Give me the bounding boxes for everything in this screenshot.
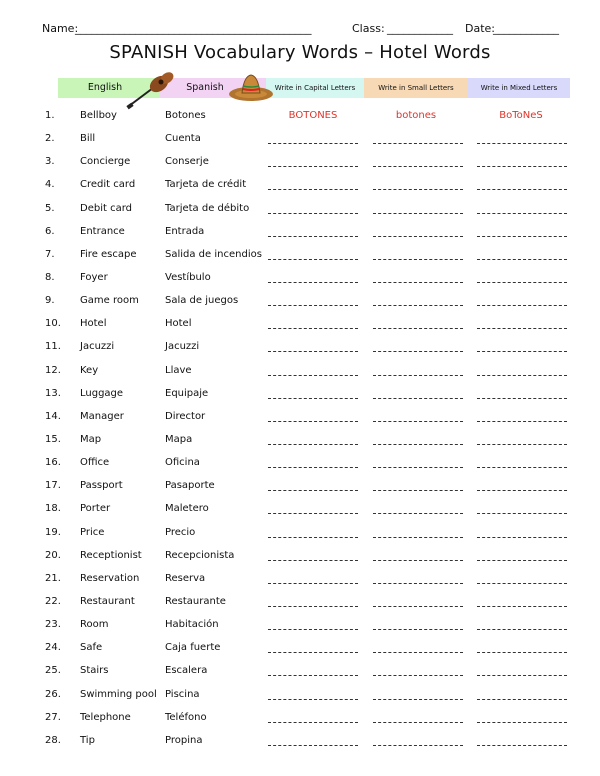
small-answer-line[interactable]: [373, 166, 463, 167]
vocab-row: [0, 729, 600, 752]
mixed-answer-line[interactable]: [477, 166, 567, 167]
capital-answer-line[interactable]: [268, 143, 358, 144]
mixed-answer-line[interactable]: [477, 351, 567, 352]
spanish-word: Tarjeta de débito: [165, 202, 250, 214]
english-word: Key: [80, 364, 99, 376]
mixed-answer-line[interactable]: [477, 305, 567, 306]
english-word: Bill: [80, 133, 96, 145]
small-answer-line[interactable]: [373, 652, 463, 653]
spanish-word: Recepcionista: [165, 549, 235, 561]
english-word: Debit card: [80, 202, 132, 214]
small-answer-line[interactable]: [373, 629, 463, 630]
row-number: 13.: [45, 387, 61, 399]
english-word: Concierge: [80, 156, 131, 168]
capital-answer-line[interactable]: [268, 421, 358, 422]
small-answer-line[interactable]: [373, 745, 463, 746]
mixed-answer-line[interactable]: [477, 189, 567, 190]
spanish-word: Jacuzzi: [165, 341, 200, 353]
spanish-word: Hotel: [165, 318, 192, 330]
column-header-spanish-label: Spanish: [186, 82, 224, 93]
row-number: 24.: [45, 642, 61, 654]
english-word: Entrance: [80, 225, 125, 237]
english-word: Hotel: [80, 318, 107, 330]
mixed-answer-line[interactable]: [477, 375, 567, 376]
english-word: Telephone: [80, 711, 131, 723]
mixed-answer-line[interactable]: [477, 444, 567, 445]
vocab-row: [0, 173, 600, 196]
small-answer-line[interactable]: [373, 513, 463, 514]
small-answer-line[interactable]: [373, 490, 463, 491]
spanish-word: Vestíbulo: [165, 271, 211, 283]
vocab-row: [0, 659, 600, 682]
spanish-word: Escalera: [165, 665, 208, 677]
vocab-row: [0, 382, 600, 405]
spanish-word: Cuenta: [165, 133, 201, 145]
small-answer-line[interactable]: [373, 560, 463, 561]
mixed-answer-line[interactable]: [477, 583, 567, 584]
capital-answer-line[interactable]: [268, 213, 358, 214]
capital-answer-line[interactable]: [268, 305, 358, 306]
spanish-word: Habitación: [165, 619, 219, 631]
english-word: Price: [80, 526, 105, 538]
vocab-row: [0, 312, 600, 335]
small-answer-line[interactable]: [373, 351, 463, 352]
vocab-row: [0, 266, 600, 289]
spanish-word: Caja fuerte: [165, 642, 221, 654]
example-mixed: BoToNeS: [499, 110, 543, 121]
spanish-word: Reserva: [165, 572, 206, 584]
spanish-word: Pasaporte: [165, 480, 215, 492]
small-answer-line[interactable]: [373, 537, 463, 538]
vocab-row: [0, 335, 600, 358]
vocab-row: [0, 150, 600, 173]
spanish-word: Equipaje: [165, 387, 209, 399]
small-answer-line[interactable]: [373, 699, 463, 700]
mixed-answer-line[interactable]: [477, 722, 567, 723]
row-number: 20.: [45, 549, 61, 561]
row-number: 23.: [45, 619, 61, 631]
mixed-answer-line[interactable]: [477, 421, 567, 422]
english-word: Game room: [80, 295, 139, 307]
example-capital: BOTONES: [288, 110, 338, 121]
mixed-answer-line[interactable]: [477, 213, 567, 214]
mixed-answer-line[interactable]: [477, 652, 567, 653]
row-number: 3.: [45, 156, 55, 168]
english-word: Bellboy: [80, 110, 117, 121]
row-number: 12.: [45, 364, 61, 376]
mixed-answer-line[interactable]: [477, 282, 567, 283]
row-number: 5.: [45, 202, 55, 214]
row-number: 10.: [45, 318, 61, 330]
small-answer-line[interactable]: [373, 236, 463, 237]
mixed-answer-line[interactable]: [477, 236, 567, 237]
english-word: Porter: [80, 503, 111, 515]
spanish-word: Restaurante: [165, 595, 226, 607]
row-number: 27.: [45, 711, 61, 723]
small-answer-line[interactable]: [373, 606, 463, 607]
row-number: 9.: [45, 295, 55, 307]
vocab-row: [0, 683, 600, 706]
capital-answer-line[interactable]: [268, 537, 358, 538]
spanish-word: Precio: [165, 526, 196, 538]
small-answer-line[interactable]: [373, 328, 463, 329]
vocab-row: [0, 451, 600, 474]
vocab-row: [0, 289, 600, 312]
capital-answer-line[interactable]: [268, 513, 358, 514]
class-field[interactable]: ____________: [387, 22, 453, 35]
small-answer-line[interactable]: [373, 467, 463, 468]
page-title: SPANISH Vocabulary Words – Hotel Words: [109, 42, 491, 63]
english-word: Receptionist: [80, 549, 142, 561]
capital-answer-line[interactable]: [268, 699, 358, 700]
capital-answer-line[interactable]: [268, 444, 358, 445]
vocab-row: [0, 220, 600, 243]
row-number: 4.: [45, 179, 55, 191]
date-label: Date:: [465, 22, 495, 35]
row-number: 15.: [45, 433, 61, 445]
mixed-answer-line[interactable]: [477, 537, 567, 538]
mixed-answer-line[interactable]: [477, 629, 567, 630]
spanish-word: Maletero: [165, 503, 209, 515]
mixed-answer-line[interactable]: [477, 745, 567, 746]
spanish-word: Llave: [165, 364, 192, 376]
spanish-word: Salida de incendios: [165, 248, 262, 260]
vocab-row: [0, 706, 600, 729]
capital-answer-line[interactable]: [268, 189, 358, 190]
row-number: 7.: [45, 248, 55, 260]
date-field[interactable]: ____________: [493, 22, 559, 35]
vocab-row: [0, 544, 600, 567]
header-line: [42, 22, 572, 40]
spanish-word: Propina: [165, 734, 203, 746]
spanish-word: Tarjeta de crédit: [165, 179, 247, 191]
english-word: Foyer: [80, 271, 108, 283]
small-answer-line[interactable]: [373, 722, 463, 723]
vocab-row: [0, 474, 600, 497]
row-number: 26.: [45, 688, 61, 700]
capital-answer-line[interactable]: [268, 606, 358, 607]
vocab-row: [0, 243, 600, 266]
mixed-answer-line[interactable]: [477, 513, 567, 514]
spanish-word: Piscina: [165, 688, 200, 700]
vocabulary-list: [0, 104, 600, 752]
english-word: Passport: [80, 480, 123, 492]
small-answer-line[interactable]: [373, 375, 463, 376]
capital-answer-line[interactable]: [268, 166, 358, 167]
mixed-answer-line[interactable]: [477, 143, 567, 144]
capital-answer-line[interactable]: [268, 236, 358, 237]
row-number: 2.: [45, 133, 55, 145]
row-number: 6.: [45, 225, 55, 237]
vocab-row: [0, 197, 600, 220]
column-header-small: Write in Small Letters: [364, 78, 468, 98]
english-word: Fire escape: [80, 248, 137, 260]
spanish-word: Sala de juegos: [165, 295, 239, 307]
mixed-answer-line[interactable]: [477, 699, 567, 700]
spanish-word: Teléfono: [165, 711, 207, 723]
capital-answer-line[interactable]: [268, 560, 358, 561]
capital-answer-line[interactable]: [268, 398, 358, 399]
capital-answer-line[interactable]: [268, 328, 358, 329]
small-answer-line[interactable]: [373, 143, 463, 144]
capital-answer-line[interactable]: [268, 490, 358, 491]
vocab-row: [0, 567, 600, 590]
row-number: 1.: [45, 110, 55, 121]
mixed-answer-line[interactable]: [477, 675, 567, 676]
capital-answer-line[interactable]: [268, 282, 358, 283]
vocab-row: [0, 590, 600, 613]
vocab-row: [0, 359, 600, 382]
capital-answer-line[interactable]: [268, 351, 358, 352]
english-word: Office: [80, 457, 110, 469]
english-word: Map: [80, 433, 102, 445]
english-word: Stairs: [80, 665, 109, 677]
mixed-answer-line[interactable]: [477, 490, 567, 491]
small-answer-line[interactable]: [373, 444, 463, 445]
row-number: 14.: [45, 410, 61, 422]
row-number: 18.: [45, 503, 61, 515]
mixed-answer-line[interactable]: [477, 606, 567, 607]
spanish-word: Conserje: [165, 156, 209, 168]
column-header-capital: Write in Capital Letters: [266, 78, 364, 98]
name-field[interactable]: ___________________________________________: [75, 22, 312, 35]
row-number: 19.: [45, 526, 61, 538]
name-label: Name:: [42, 22, 79, 35]
vocab-row: [0, 127, 600, 150]
english-word: Room: [80, 619, 109, 631]
vocab-row: [0, 613, 600, 636]
row-number: 28.: [45, 734, 61, 746]
english-word: Safe: [80, 642, 103, 654]
capital-answer-line[interactable]: [268, 259, 358, 260]
row-number: 16.: [45, 457, 61, 469]
english-word: Jacuzzi: [80, 341, 115, 353]
small-answer-line[interactable]: [373, 675, 463, 676]
vocab-row: [0, 428, 600, 451]
class-label: Class:: [352, 22, 385, 35]
capital-answer-line[interactable]: [268, 375, 358, 376]
sombrero-icon: [228, 70, 274, 104]
capital-answer-line[interactable]: [268, 745, 358, 746]
mixed-answer-line[interactable]: [477, 259, 567, 260]
english-word: Manager: [80, 410, 124, 422]
small-answer-line[interactable]: [373, 398, 463, 399]
row-number: 25.: [45, 665, 61, 677]
row-number: 8.: [45, 271, 55, 283]
small-answer-line[interactable]: [373, 305, 463, 306]
capital-answer-line[interactable]: [268, 629, 358, 630]
english-word: Swimming pool: [80, 688, 157, 700]
english-word: Luggage: [80, 387, 124, 399]
capital-answer-line[interactable]: [268, 675, 358, 676]
vocab-row: [0, 521, 600, 544]
row-number: 22.: [45, 595, 61, 607]
mixed-answer-line[interactable]: [477, 398, 567, 399]
example-small: botones: [395, 110, 437, 121]
small-answer-line[interactable]: [373, 213, 463, 214]
vocab-row: [0, 405, 600, 428]
spanish-word: Director: [165, 410, 206, 422]
capital-answer-line[interactable]: [268, 467, 358, 468]
mixed-answer-line[interactable]: [477, 560, 567, 561]
vocab-row: [0, 497, 600, 520]
english-word: Credit card: [80, 179, 136, 191]
spanish-word: Botones: [165, 110, 206, 121]
small-answer-line[interactable]: [373, 583, 463, 584]
english-word: Tip: [80, 734, 95, 746]
english-word: Restaurant: [80, 595, 135, 607]
capital-answer-line[interactable]: [268, 722, 358, 723]
mixed-answer-line[interactable]: [477, 328, 567, 329]
row-number: 17.: [45, 480, 61, 492]
spanish-word: Entrada: [165, 225, 205, 237]
vocab-row: [0, 104, 600, 127]
row-number: 11.: [45, 341, 61, 353]
row-number: 21.: [45, 572, 61, 584]
small-answer-line[interactable]: [373, 189, 463, 190]
english-word: Reservation: [80, 572, 140, 584]
spanish-word: Oficina: [165, 457, 200, 469]
spanish-word: Mapa: [165, 433, 193, 445]
column-header-english-label: English: [87, 82, 123, 93]
small-answer-line[interactable]: [373, 421, 463, 422]
small-answer-line[interactable]: [373, 259, 463, 260]
column-header-mixed: Write in Mixed Letters: [468, 78, 570, 98]
vocab-row: [0, 636, 600, 659]
capital-answer-line[interactable]: [268, 583, 358, 584]
capital-answer-line[interactable]: [268, 652, 358, 653]
mixed-answer-line[interactable]: [477, 467, 567, 468]
small-answer-line[interactable]: [373, 282, 463, 283]
